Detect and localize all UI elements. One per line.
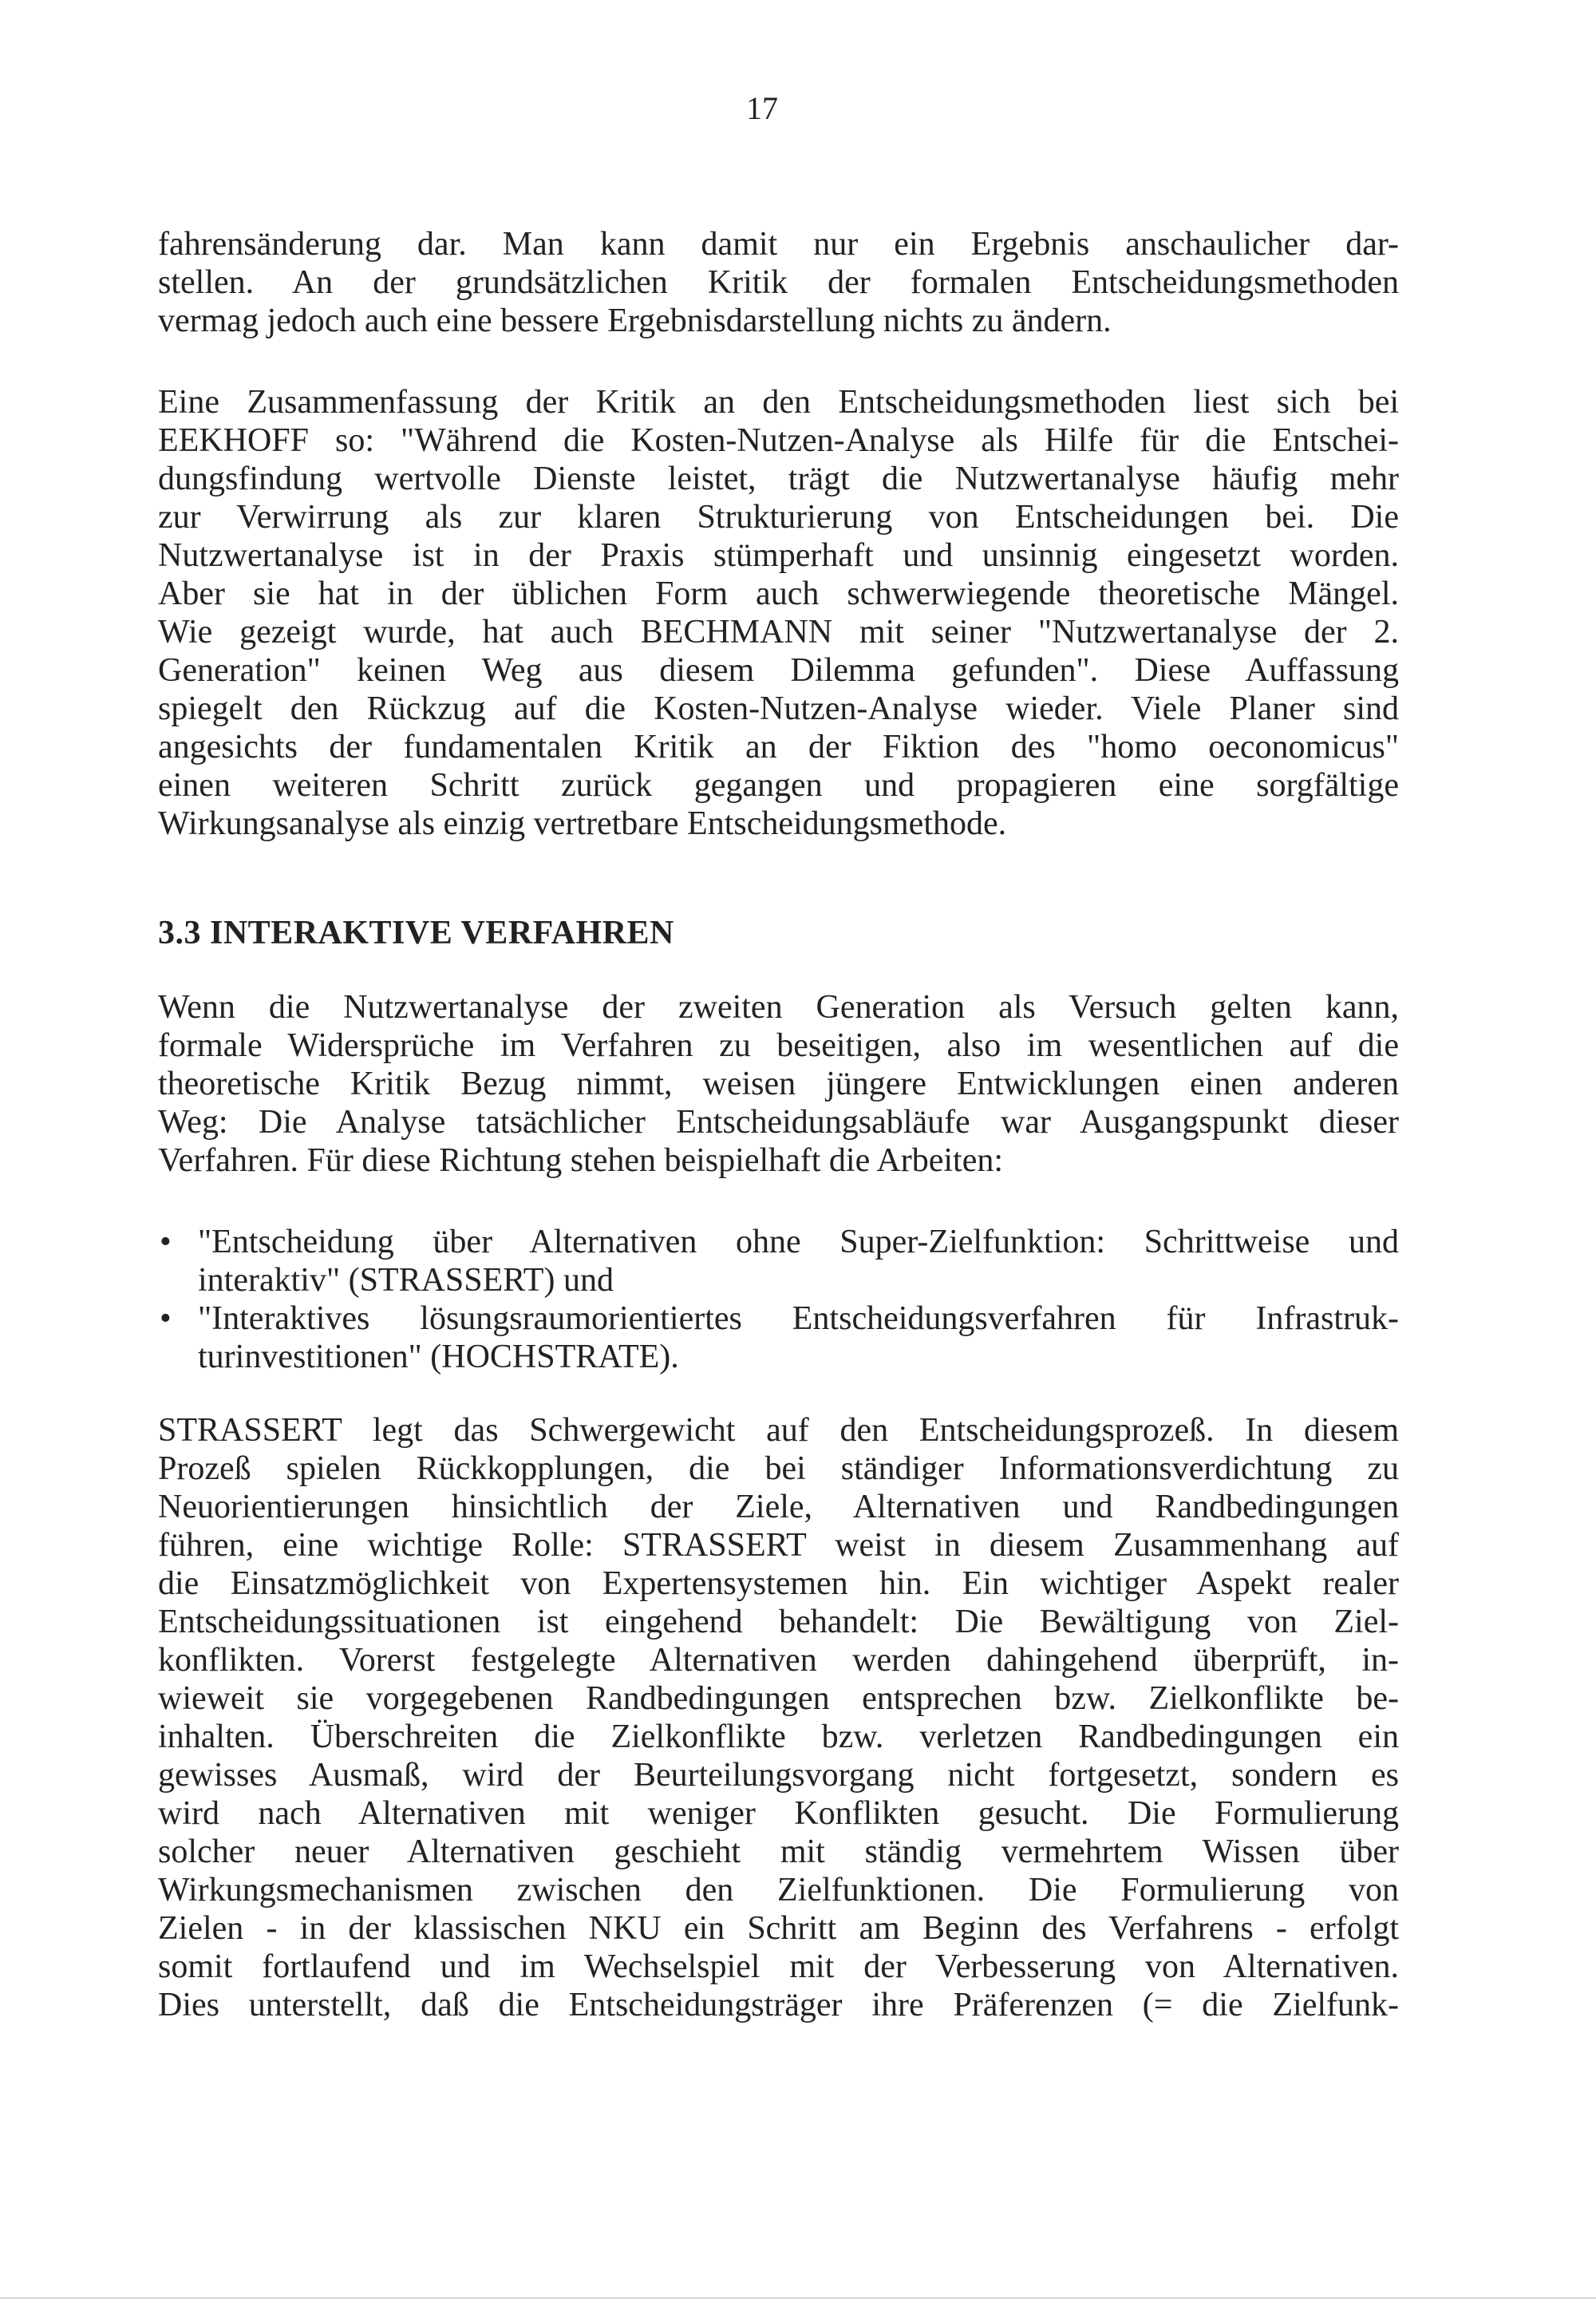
bullet-icon: • xyxy=(160,1224,172,1260)
text-line: Verfahren. Für diese Richtung stehen beispielhaft die Arbeiten: xyxy=(158,1142,1004,1179)
page-number: 17 xyxy=(746,90,778,126)
bullet-icon: • xyxy=(160,1300,172,1337)
text-line: angesichts der fundamentalen Kritik an der Fiktion des "homo oeconomicus" xyxy=(158,729,1399,765)
text-line: Wie gezeigt wurde, hat auch BECHMANN mit seiner "Nutzwertanalyse der 2. xyxy=(158,614,1399,651)
text-line: turinvestitionen" (HOCHSTRATE). xyxy=(198,1339,679,1375)
text-line: EEKHOFF so: "Während die Kosten-Nutzen-Analyse als Hilfe für die Entschei- xyxy=(158,422,1399,459)
scan-edge-divider xyxy=(0,2297,1596,2299)
text-line: Zielen - in der klassischen NKU ein Schritt am Beginn des Verfahrens - erfolgt xyxy=(158,1910,1399,1947)
text-line: führen, eine wichtige Rolle: STRASSERT weist in diesem Zusammenhang auf xyxy=(158,1527,1399,1564)
text-line: stellen. An der grundsätzlichen Kritik der formalen Entscheidungsmethoden xyxy=(158,264,1399,301)
text-line: Prozeß spielen Rückkopplungen, die bei ständiger Informationsverdichtung zu xyxy=(158,1450,1399,1487)
text-line: Neuorientierungen hinsichtlich der Ziele, Alternativen und Randbedingungen xyxy=(158,1489,1399,1525)
text-line: "Interaktives lösungsraumorientiertes Entscheidungsverfahren für Infrastruk- xyxy=(198,1300,1399,1337)
text-line: Aber sie hat in der üblichen Form auch schwerwiegende theoretische Mängel. xyxy=(158,576,1399,612)
text-line: formale Widersprüche im Verfahren zu beseitigen, also im wesentlichen auf die xyxy=(158,1027,1399,1064)
text-line: Wirkungsanalyse als einzig vertretbare Entscheidungsmethode. xyxy=(158,805,1007,842)
text-line: Wirkungsmechanismen zwischen den Zielfunktionen. Die Formulierung von xyxy=(158,1872,1399,1909)
text-line: wird nach Alternativen mit weniger Konflikten gesucht. Die Formulierung xyxy=(158,1795,1399,1832)
text-line: somit fortlaufend und im Wechselspiel mit der Verbesserung von Alternativen. xyxy=(158,1948,1399,1985)
text-line: Wenn die Nutzwertanalyse der zweiten Generation als Versuch gelten kann, xyxy=(158,989,1399,1026)
bullet-list xyxy=(158,1223,1399,1376)
text-line: interaktiv" (STRASSERT) und xyxy=(198,1262,614,1299)
text-line: die Einsatzmöglichkeit von Expertensystemen hin. Ein wichtiger Aspekt realer xyxy=(158,1565,1399,1602)
text-line: "Entscheidung über Alternativen ohne Super-Zielfunktion: Schrittweise und xyxy=(198,1224,1399,1260)
text-line: vermag jedoch auch eine bessere Ergebnisdarstellung nichts zu ändern. xyxy=(158,303,1112,339)
paragraph-3 xyxy=(158,988,1399,1180)
text-line: gewisses Ausmaß, wird der Beurteilungsvorgang nicht fortgesetzt, sondern es xyxy=(158,1757,1399,1794)
paragraph-2 xyxy=(158,383,1399,843)
text-line: STRASSERT legt das Schwergewicht auf den Entscheidungsprozeß. In diesem xyxy=(158,1412,1399,1449)
text-line: wieweit sie vorgegebenen Randbedingungen entsprechen bzw. Zielkonflikte be- xyxy=(158,1680,1399,1717)
text-line: fahrensänderung dar. Man kann damit nur ein Ergebnis anschaulicher dar- xyxy=(158,226,1399,263)
paragraph-1 xyxy=(158,225,1399,340)
text-line: Eine Zusammenfassung der Kritik an den Entscheidungsmethoden liest sich bei xyxy=(158,384,1399,421)
paragraph-4 xyxy=(158,1411,1399,2024)
text-line: einen weiteren Schritt zurück gegangen und propagieren eine sorgfältige xyxy=(158,767,1399,804)
text-line: inhalten. Überschreiten die Zielkonflikte bzw. verletzen Randbedingungen ein xyxy=(158,1719,1399,1755)
text-line: zur Verwirrung als zur klaren Strukturierung von Entscheidungen bei. Die xyxy=(158,499,1399,536)
text-line: Generation" keinen Weg aus diesem Dilemma gefunden". Diese Auffassung xyxy=(158,652,1399,689)
text-line: Nutzwertanalyse ist in der Praxis stümperhaft und unsinnig eingesetzt worden. xyxy=(158,537,1399,574)
text-line: Entscheidungssituationen ist eingehend behandelt: Die Bewältigung von Ziel- xyxy=(158,1604,1399,1640)
text-line: konflikten. Vorerst festgelegte Alternativen werden dahingehend überprüft, in- xyxy=(158,1642,1399,1679)
list-item xyxy=(158,1223,1399,1299)
section-heading: 3.3 INTERAKTIVE VERFAHREN xyxy=(158,915,674,951)
text-line: Weg: Die Analyse tatsächlicher Entscheidungsabläufe war Ausgangspunkt dieser xyxy=(158,1104,1399,1141)
text-line: solcher neuer Alternativen geschieht mit ständig vermehrtem Wissen über xyxy=(158,1833,1399,1870)
text-line: theoretische Kritik Bezug nimmt, weisen jüngere Entwicklungen einen anderen xyxy=(158,1066,1399,1102)
text-line: spiegelt den Rückzug auf die Kosten-Nutzen-Analyse wieder. Viele Planer sind xyxy=(158,690,1399,727)
text-line: dungsfindung wertvolle Dienste leistet, trägt die Nutzwertanalyse häufig mehr xyxy=(158,461,1399,497)
list-item xyxy=(158,1299,1399,1376)
text-line: Dies unterstellt, daß die Entscheidungsträger ihre Präferenzen (= die Zielfunk- xyxy=(158,1987,1399,2023)
